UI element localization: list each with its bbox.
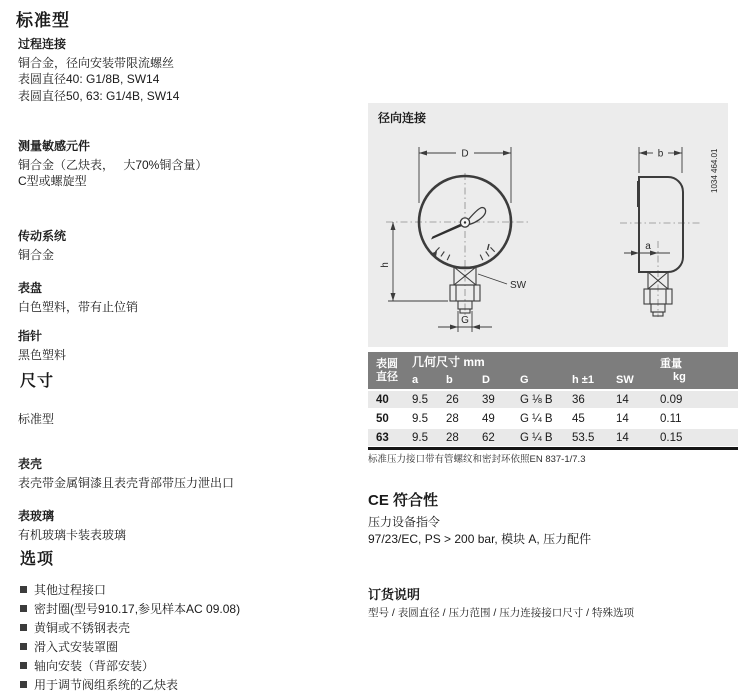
table-row — [368, 391, 738, 408]
cell-h: 45 — [572, 412, 585, 425]
section-line: 铜合金（乙炔表， 大70%铜含量） — [18, 157, 208, 172]
side-view-dimensions — [624, 147, 682, 256]
section-sensing-element — [18, 138, 358, 190]
cell-SW: 14 — [616, 412, 629, 425]
section-line: 表圆直径40: G1/8B, SW14 — [18, 72, 160, 86]
cell-D: 49 — [482, 412, 495, 425]
gauge-front-view — [386, 173, 531, 317]
col-header-G: G — [520, 374, 529, 386]
list-item — [20, 656, 365, 675]
section-heading: 表壳 — [18, 457, 43, 471]
cell-b: 26 — [446, 393, 459, 406]
cell-SW: 14 — [616, 431, 629, 444]
dimensions-variant: 标准型 — [18, 412, 55, 426]
section-pointer — [18, 328, 358, 363]
table-bottom-rule — [368, 447, 738, 450]
list-item — [20, 637, 365, 656]
cell-b: 28 — [446, 412, 459, 425]
section-heading: 指针 — [18, 329, 43, 343]
gauge-side-view — [620, 177, 700, 317]
list-item-label: 黄铜或不锈钢表壳 — [34, 621, 131, 635]
section-line: C型或螺旋型 — [18, 174, 87, 188]
col-header-D: D — [482, 374, 490, 386]
cell-G: G ¼ B — [520, 412, 553, 425]
ordering-heading: 订货说明 — [368, 587, 421, 602]
section-line: 铜合金 — [18, 247, 55, 262]
cell-D: 62 — [482, 431, 495, 444]
cell-kg: 0.09 — [660, 393, 683, 406]
list-item-label: 密封圈(型号910.17,参见样本AC 09.08) — [34, 602, 241, 616]
square-bullet-icon — [20, 624, 27, 631]
dim-label-h: h — [380, 262, 391, 268]
square-bullet-icon — [20, 586, 27, 593]
col-group-header: 几何尺寸 mm — [412, 355, 485, 369]
case-bayonet-edge — [637, 181, 640, 207]
cell-G: G ¼ B — [520, 431, 553, 444]
list-item — [20, 618, 365, 637]
cell-size: 50 — [376, 412, 389, 425]
cell-size: 63 — [376, 431, 389, 444]
cell-D: 39 — [482, 393, 495, 406]
drawing-doc-number: 1034 464.01 — [710, 148, 719, 193]
cell-a: 9.5 — [412, 412, 428, 425]
cell-size: 40 — [376, 393, 389, 406]
ce-heading: CE 符合性 — [368, 492, 439, 509]
cell-h: 36 — [572, 393, 585, 406]
section-line: 有机玻璃卡装表玻璃 — [18, 527, 127, 542]
ordering-line: 型号 / 表圆直径 / 压力范围 / 压力连接接口尺寸 / 特殊选项 — [368, 607, 635, 619]
square-bullet-icon — [20, 643, 27, 650]
dim-label-G: G — [461, 315, 469, 326]
col-header-h: h ±1 — [572, 374, 594, 386]
col-header-diameter-line2: 直径 — [376, 370, 398, 383]
section-process-connection — [18, 36, 358, 104]
section-heading: 过程连接 — [18, 37, 67, 51]
page-title: 标准型 — [16, 11, 70, 30]
cell-kg: 0.15 — [660, 431, 683, 444]
section-heading: 传动系统 — [18, 229, 67, 243]
section-case — [18, 456, 358, 491]
list-item — [20, 675, 365, 694]
section-line: 表壳带金属铜漆且表壳背部带压力泄出口 — [18, 475, 235, 490]
section-line: 铜合金，径向安装带限流螺丝 — [18, 55, 175, 70]
table-footnote: 标准压力接口带有管螺纹和密封环依照EN 837-1/7.3 — [368, 454, 586, 465]
cell-kg: 0.11 — [660, 412, 682, 425]
drawing-panel-title: 径向连接 — [378, 111, 427, 125]
cell-a: 9.5 — [412, 393, 428, 406]
section-heading: 测量敏感元件 — [18, 139, 91, 153]
ce-line-2: 97/23/EC, PS > 200 bar, 模块 A, 压力配件 — [368, 532, 592, 546]
options-heading: 选项 — [20, 551, 55, 568]
needle-counterweight — [468, 208, 486, 225]
cell-G: G ⅛ B — [520, 393, 553, 406]
section-dial — [18, 280, 358, 315]
col-header-weight — [658, 352, 738, 389]
col-header-SW: SW — [616, 374, 634, 386]
col-header-diameter-line1: 表圆 — [376, 357, 398, 370]
section-line: 表圆直径50, 63: G1/4B, SW14 — [18, 88, 180, 103]
list-item-label: 用于调节阀组系统的乙炔表 — [34, 678, 179, 692]
cell-SW: 14 — [616, 393, 629, 406]
dim-label-a: a — [645, 241, 651, 252]
square-bullet-icon — [20, 681, 27, 688]
section-heading: 表盘 — [18, 281, 43, 295]
list-item — [20, 580, 365, 599]
table-header — [368, 352, 738, 389]
list-item-label: 轴向安装（背部安装） — [34, 659, 155, 673]
section-movement — [18, 228, 358, 263]
col-header-weight-line2: kg — [673, 370, 686, 383]
table-row — [368, 410, 738, 427]
ce-line-1: 压力设备指令 — [368, 515, 441, 529]
cell-a: 9.5 — [412, 431, 428, 444]
section-heading: 表玻璃 — [18, 509, 55, 523]
dim-label-SW: SW — [510, 280, 527, 291]
table-row — [368, 429, 738, 446]
col-header-a: a — [412, 374, 419, 386]
dim-label-b: b — [657, 148, 664, 160]
square-bullet-icon — [20, 662, 27, 669]
square-bullet-icon — [20, 605, 27, 612]
cell-b: 28 — [446, 431, 459, 444]
section-window — [18, 508, 358, 543]
list-item-label: 滑入式安装罩圈 — [34, 640, 119, 654]
dimensions-heading: 尺寸 — [20, 373, 55, 390]
options-list — [20, 580, 365, 694]
front-view-dimensions — [388, 147, 511, 332]
dimensions-table — [368, 352, 738, 450]
list-item-label: 其他过程接口 — [34, 583, 107, 597]
col-header-weight-line1: 重量 — [660, 357, 682, 370]
section-line: 黑色塑料 — [18, 347, 67, 362]
col-header-diameter — [368, 352, 410, 389]
list-item — [20, 599, 365, 618]
section-line: 白色塑料，带有止位销 — [18, 299, 139, 314]
cell-h: 53.5 — [572, 431, 595, 444]
col-header-b: b — [446, 374, 453, 386]
drawing-panel — [368, 103, 728, 347]
dim-label-D: D — [461, 148, 469, 160]
dimension-drawing — [368, 103, 728, 347]
